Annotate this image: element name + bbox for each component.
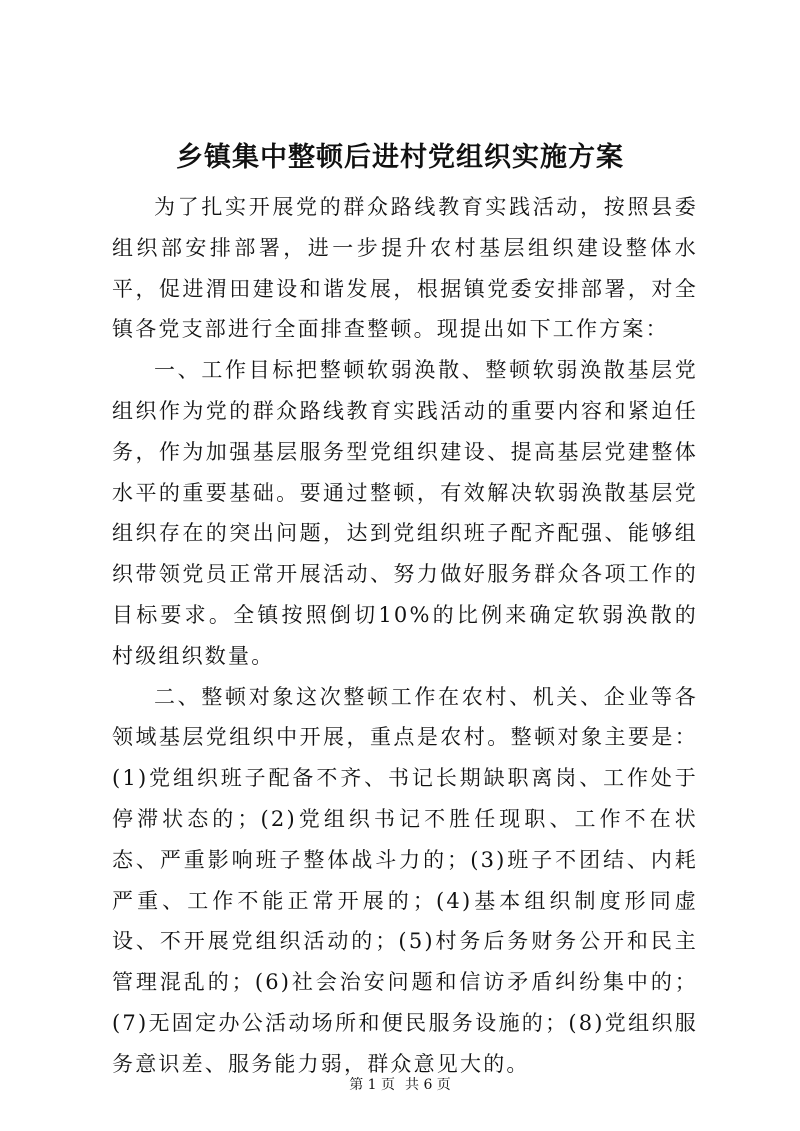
page-footer — [0, 1075, 800, 1095]
section-two-paragraph: 二、整顿对象这次整顿工作在农村、机关、企业等各领域基层党组织中开展，重点是农村。整顿对象主要是：(1)党组织班子配备不齐、书记长期缺职离岗、工作处于停滞状态的；(2)党组织书记不胜任现职、工作不在状态、严重影响班子整体战斗力的；(3)班子不团结、内耗严重、工作不能正常开展的；(4)基本组织制度形同虚设、不开展党组织活动的；(5)村务后务财务公开和民主管理混乱的；(6)社会治安问题和信访矛盾纠纷集中的；(7)无固定办公活动场所和便民服务设施的；(8)党组织服务意识差、服务能力弱，群众意见大的。 — [112, 684, 698, 1076]
page-total: 共 6 页 — [405, 1077, 451, 1093]
section-one-paragraph: 一、工作目标把整顿软弱涣散、整顿软弱涣散基层党组织作为党的群众路线教育实践活动的重要内容和紧迫任务，作为加强基层服务型党组织建设、提高基层党建整体水平的重要基础。要通过整顿，有效解决软弱涣散基层党组织存在的突出问题，达到党组织班子配齐配强、能够组织带领党员正常开展活动、努力做好服务群众各项工作的目标要求。全镇按照倒切10%的比例来确定软弱涣散的村级组织数量。 — [112, 358, 698, 668]
document-body — [112, 187, 698, 1085]
intro-paragraph: 为了扎实开展党的群众路线教育实践活动，按照县委组织部安排部署，进一步提升农村基层组织建设整体水平，促进渭田建设和谐发展，根据镇党委安排部署，对全镇各党支部进行全面排查整顿。现提出如下工作方案： — [112, 195, 698, 342]
document-title: 乡镇集中整顿后进村党组织实施方案 — [176, 142, 624, 173]
page-number: 第 1 页 — [349, 1077, 395, 1093]
